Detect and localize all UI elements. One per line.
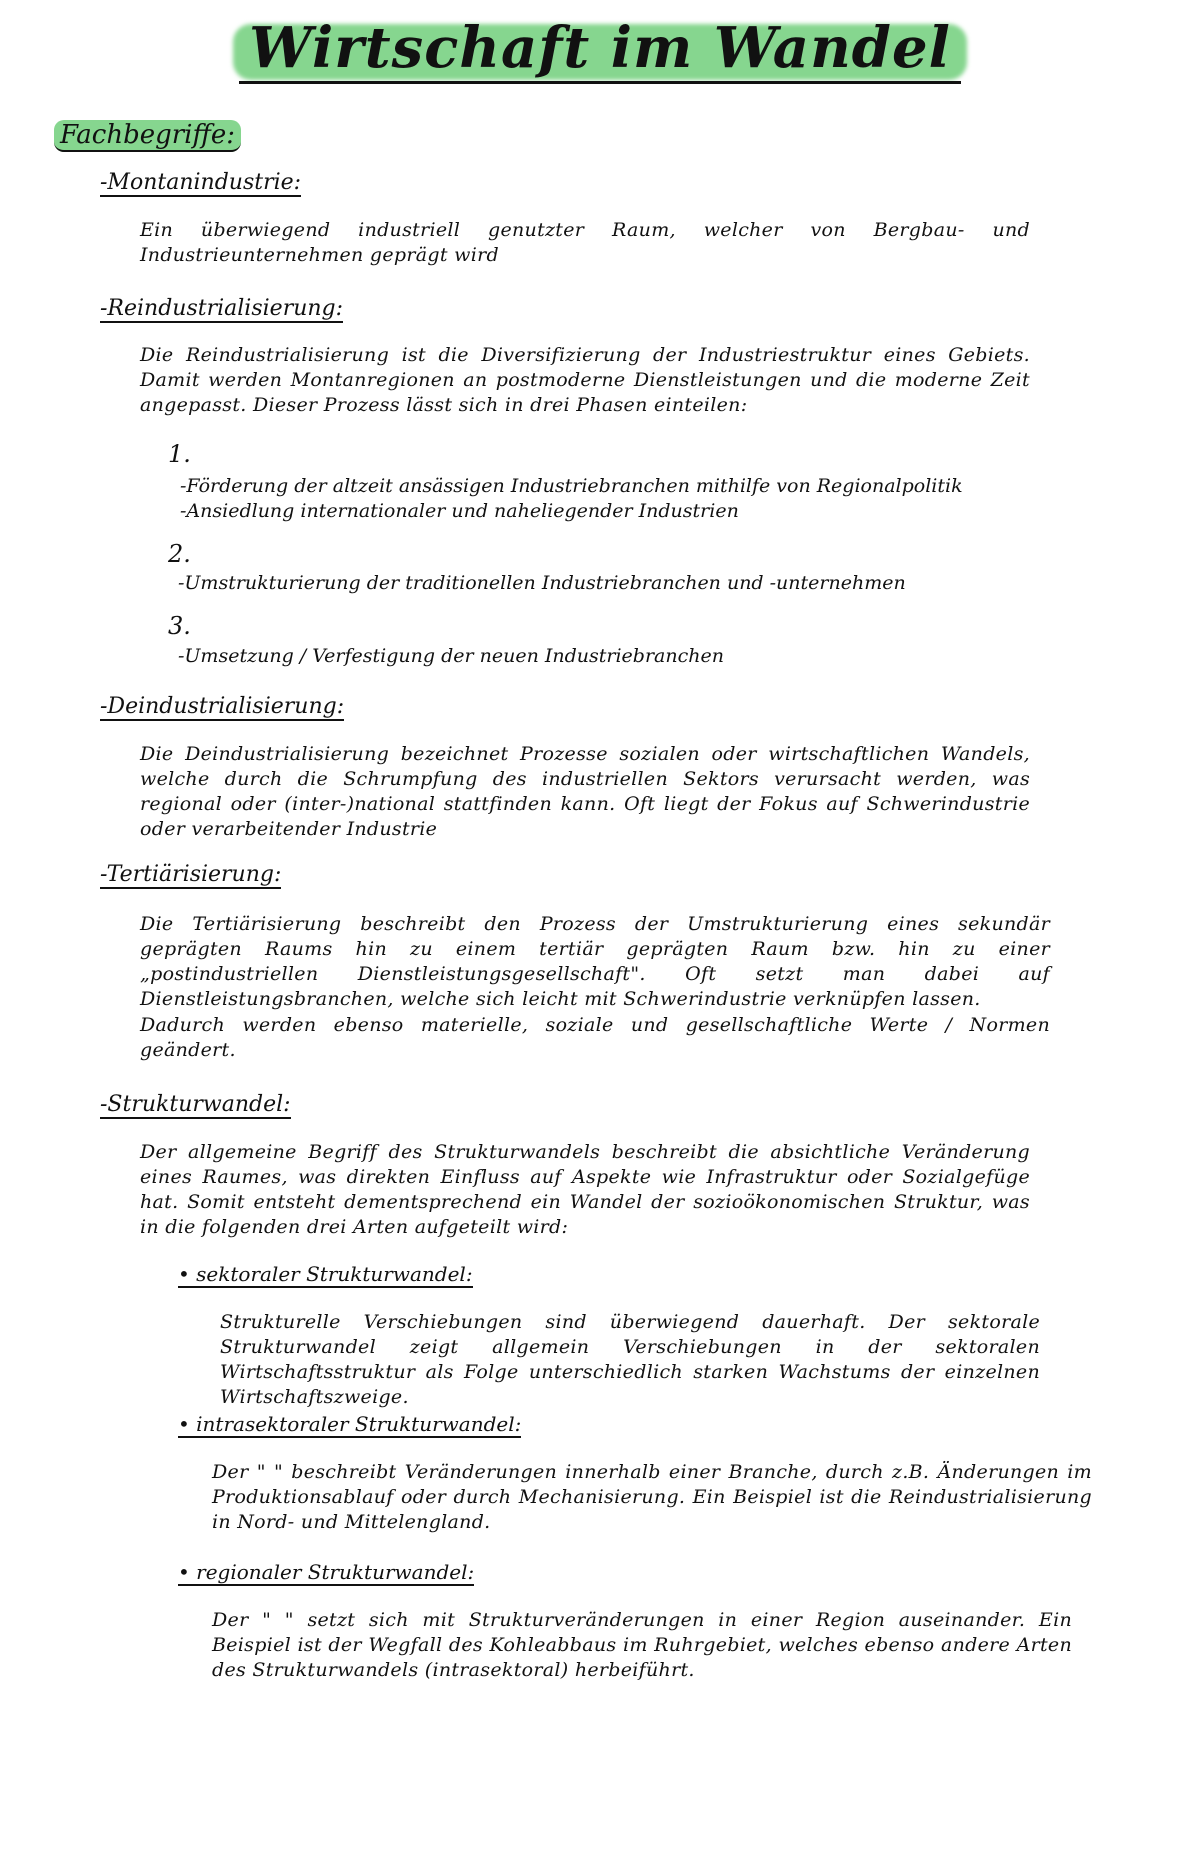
- term-deindustrialisierung: [100, 694, 344, 719]
- term-tertiaerisierung-label: -Tertiärisierung:: [100, 862, 282, 887]
- subterm-intrasektoral-label: • intrasektoraler Strukturwandel:: [178, 1412, 522, 1436]
- subterm-sektoral-text: Strukturelle Verschiebungen sind überwiegend dauerhaft. Der sektorale Strukturwandel zeigt allgemein Verschiebungen in der sektoralen Wirtschaftsstruktur als Folge unterschiedlich starken Wachstums der einzelnen Wirtschaftszweige.: [220, 1311, 1040, 1408]
- term-tertiaerisierung-text-2: Dadurch werden ebenso materielle, soziale und gesellschaftliche Werte / Normen geändert.: [140, 1014, 1050, 1061]
- term-montanindustrie-label: -Montanindustrie:: [100, 170, 302, 195]
- term-reindustrialisierung-text: Die Reindustrialisierung ist die Diversifizierung der Industriestruktur eines Gebiets. Damit werden Montanregionen an postmoderne Dienstleistungen und die moderne Zeit angepasst. Dieser Prozess lässt sich in drei Phasen einteilen:: [140, 344, 1030, 416]
- subterm-intrasektoral-text: Der " " beschreibt Veränderungen innerhalb einer Branche, durch z.B. Änderungen im Produktionsablauf oder durch Mechanisierung. Ein Beispiel ist die Reindustrialisierung in Nord- und Mittelengland.: [212, 1461, 1092, 1533]
- term-strukturwandel-text: Der allgemeine Begriff des Strukturwandels beschreibt die absichtliche Veränderung eines Raumes, was direkten Einfluss auf Aspekte wie Infrastruktur oder Sozialgefüge hat. Somit entsteht dementsprechend ein Wandel der sozioökonomischen Struktur, was in die folgenden drei Arten aufgeteilt wird:: [140, 1141, 1030, 1238]
- phase-item: -Förderung der altzeit ansässigen Industriebranchen mithilfe von Regionalpolitik: [180, 475, 963, 497]
- term-montanindustrie: [100, 170, 301, 195]
- subterm-regional-label: • regionaler Strukturwandel:: [178, 1560, 475, 1584]
- phase-number: 1.: [168, 440, 191, 468]
- term-montanindustrie-text: Ein überwiegend industriell genutzter Raum, welcher von Bergbau- und Industrieunternehmen geprägt wird: [140, 219, 1030, 266]
- subterm-sektoral: [178, 1262, 473, 1286]
- term-strukturwandel: [100, 1092, 291, 1117]
- term-tertiaerisierung: [100, 862, 281, 887]
- term-strukturwandel-label: -Strukturwandel:: [100, 1092, 291, 1117]
- term-deindustrialisierung-label: -Deindustrialisierung:: [100, 694, 345, 719]
- subterm-sektoral-label: • sektoraler Strukturwandel:: [178, 1262, 473, 1286]
- subterm-regional-text: Der " " setzt sich mit Strukturveränderungen in einer Region auseinander. Ein Beispiel ist der Wegfall des Kohleabbaus im Ruhrgebiet, welches ebenso andere Arten des Strukturwandels (intrasektoral) herbeiführt.: [212, 1609, 1072, 1681]
- phase-number: 2.: [168, 540, 191, 568]
- phase-number: 3.: [168, 612, 191, 640]
- term-tertiaerisierung-text: Die Tertiärisierung beschreibt den Prozess der Umstrukturierung eines sekundär geprägten Raums hin zu einem tertiär geprägten Raum bzw. hin zu einer „postindustriellen Dienstleistungsgesellschaft". Oft setzt man dabei auf Dienstleistungsbranchen, welche sich leicht mit Schwerindustrie verknüpfen lassen.: [140, 913, 1050, 1010]
- page-title: Wirtschaft im Wandel: [237, 14, 963, 82]
- subterm-regional: [178, 1560, 474, 1584]
- section-heading: [48, 120, 247, 150]
- phase-item: -Umstrukturierung der traditionellen Industriebranchen und -unternehmen: [178, 572, 906, 594]
- term-reindustrialisierung-label: -Reindustrialisierung:: [100, 296, 344, 321]
- term-reindustrialisierung: [100, 296, 343, 321]
- term-deindustrialisierung-text: Die Deindustrialisierung bezeichnet Prozesse sozialen oder wirtschaftlichen Wandels, welche durch die Schrumpfung des industriellen Sektors verursacht werden, was regional oder (inter-)national stattfinden kann. Oft liegt der Fokus auf Schwerindustrie oder verarbeitender Industrie: [140, 743, 1030, 840]
- phase-item: -Ansiedlung internationaler und naheliegender Industrien: [180, 500, 739, 522]
- title-block: [0, 14, 1200, 82]
- section-heading-label: Fachbegriffe:: [54, 120, 241, 152]
- phase-item: -Umsetzung / Verfestigung der neuen Industriebranchen: [178, 645, 724, 667]
- subterm-intrasektoral: [178, 1412, 521, 1436]
